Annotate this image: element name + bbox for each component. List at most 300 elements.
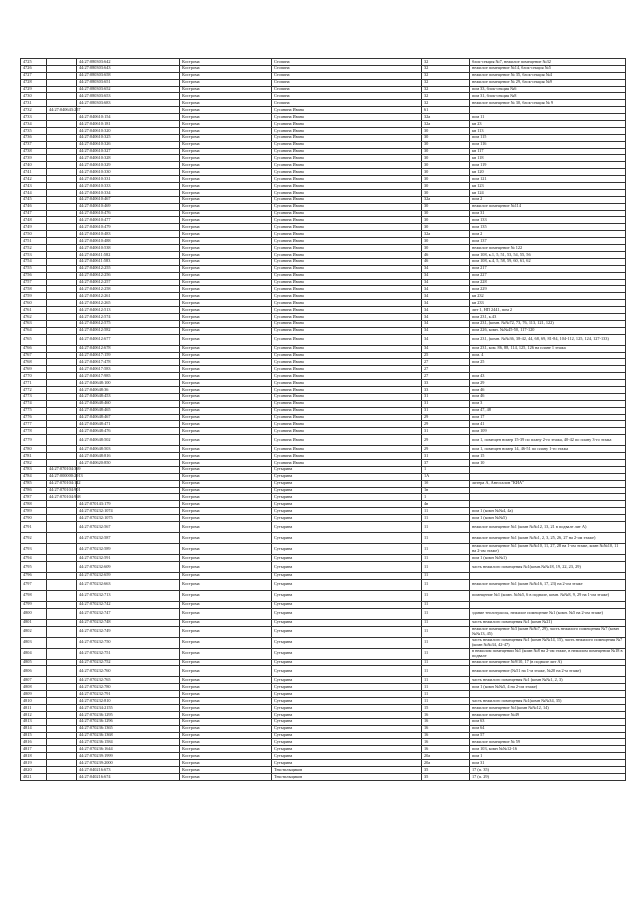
- street-cell: Сусанина Ивана: [272, 352, 422, 359]
- city-cell: Кострома: [180, 366, 272, 373]
- cadastral-building-number-cell: [47, 626, 77, 637]
- row-number-cell: 4783: [21, 466, 47, 473]
- city-cell: Кострома: [180, 494, 272, 501]
- city-cell: Кострома: [180, 561, 272, 572]
- row-number-cell: 4789: [21, 508, 47, 515]
- table-row: [21, 473, 626, 480]
- table-row: [21, 684, 626, 691]
- cadastral-building-number-cell: 44:27:070104:369: [47, 466, 77, 473]
- city-cell: Кострома: [180, 773, 272, 780]
- cadastral-building-number-cell: [47, 739, 77, 746]
- cadastral-building-number-cell: [47, 279, 77, 286]
- cadastral-building-number-cell: [47, 86, 77, 93]
- street-cell: Сусанина Ивана: [272, 334, 422, 345]
- registry-sheet: [20, 58, 625, 781]
- street-cell: Сутырина: [272, 555, 422, 562]
- table-row: [21, 386, 626, 393]
- row-number-cell: 4813: [21, 718, 47, 725]
- street-cell: Сусанина Ивана: [272, 217, 422, 224]
- premises-description-cell: пом 2: [470, 231, 626, 238]
- premises-description-cell: пом 63: [470, 718, 626, 725]
- cadastral-building-number-cell: [47, 169, 77, 176]
- table-row: [21, 65, 626, 72]
- street-cell: Сусанина Ивана: [272, 286, 422, 293]
- premises-description-cell: пом 64: [470, 725, 626, 732]
- cadastral-building-number-cell: [47, 345, 77, 352]
- house-number-cell: 32: [422, 59, 470, 66]
- city-cell: Кострома: [180, 210, 272, 217]
- city-cell: Кострома: [180, 320, 272, 327]
- city-cell: Кострома: [180, 86, 272, 93]
- table-row: [21, 773, 626, 780]
- premises-description-cell: пом 231, (комн. №№72, 73, 76, 113, 121, 122): [470, 320, 626, 327]
- cadastral-building-number-cell: [47, 380, 77, 387]
- cadastral-premises-number-cell: 44:27:040216:673: [77, 767, 180, 774]
- street-cell: Сутырина: [272, 626, 422, 637]
- row-number-cell: 4779: [21, 435, 47, 446]
- row-number-cell: 4747: [21, 210, 47, 217]
- row-number-cell: 4737: [21, 141, 47, 148]
- street-cell: Сутырина: [272, 494, 422, 501]
- city-cell: Кострома: [180, 601, 272, 608]
- row-number-cell: 4772: [21, 386, 47, 393]
- cadastral-premises-number-cell: 44:27:070232:752: [77, 659, 180, 666]
- cadastral-premises-number-cell: 44:27:040610:328: [77, 155, 180, 162]
- cadastral-building-number-cell: [47, 684, 77, 691]
- row-number-cell: 4782: [21, 459, 47, 466]
- street-cell: Сусанина Ивана: [272, 453, 422, 460]
- house-number-cell: 30: [422, 217, 470, 224]
- cadastral-building-number-cell: [47, 320, 77, 327]
- premises-description-cell: нежилое помещение №3 (комн №№7, 29), часть нежилого помещения №7 (комн №№13, 45): [470, 626, 626, 637]
- table-row: [21, 522, 626, 533]
- row-number-cell: 4744: [21, 189, 47, 196]
- street-cell: Стопина: [272, 72, 422, 79]
- row-number-cell: 4777: [21, 421, 47, 428]
- cadastral-building-number-cell: [47, 400, 77, 407]
- row-number-cell: 4739: [21, 155, 47, 162]
- house-number-cell: 32а: [422, 121, 470, 128]
- cadastral-premises-number-cell: 44:27:040648:476: [77, 428, 180, 435]
- table-row: [21, 393, 626, 400]
- row-number-cell: 4800: [21, 608, 47, 619]
- premises-description-cell: литера А, Автосалон "КИА": [470, 480, 626, 487]
- table-row: [21, 579, 626, 590]
- street-cell: Сусанина Ивана: [272, 251, 422, 258]
- house-number-cell: 35: [422, 767, 470, 774]
- street-cell: Сутырина: [272, 739, 422, 746]
- table-row: [21, 127, 626, 134]
- cadastral-building-number-cell: [47, 746, 77, 753]
- premises-description-cell: нежилое помещение № 29, блок-секция №9: [470, 79, 626, 86]
- row-number-cell: 4733: [21, 114, 47, 121]
- premises-description-cell: [470, 572, 626, 579]
- premises-description-cell: нежилое помещение (№51 на 1-м этаже, №20 на 2-м этаже): [470, 666, 626, 677]
- street-cell: Сусанина Ивана: [272, 245, 422, 252]
- premises-description-cell: кв 124: [470, 189, 626, 196]
- city-cell: Кострома: [180, 480, 272, 487]
- table-row: [21, 300, 626, 307]
- cadastral-building-number-cell: [47, 258, 77, 265]
- row-number-cell: 4797: [21, 579, 47, 590]
- city-cell: Кострома: [180, 767, 272, 774]
- city-cell: Кострома: [180, 286, 272, 293]
- row-number-cell: 4818: [21, 753, 47, 760]
- cadastral-premises-number-cell: 44:27:040610:327: [77, 148, 180, 155]
- row-number-cell: 4810: [21, 698, 47, 705]
- house-number-cell: 27: [422, 366, 470, 373]
- table-row: [21, 155, 626, 162]
- row-number-cell: 4776: [21, 414, 47, 421]
- premises-description-cell: часть нежилого помещения №1 (комн №№14, 15), часть нежилого помещения №7 (комн №№34, 42-47): [470, 637, 626, 648]
- house-number-cell: 11: [422, 533, 470, 544]
- premises-description-cell: пом 217: [470, 265, 626, 272]
- city-cell: Кострома: [180, 579, 272, 590]
- street-cell: Стопина: [272, 59, 422, 66]
- row-number-cell: 4804: [21, 648, 47, 659]
- cadastral-building-number-cell: [47, 666, 77, 677]
- cadastral-premises-number-cell: 44:27:040648:453: [77, 393, 180, 400]
- city-cell: Кострома: [180, 359, 272, 366]
- row-number-cell: 4786: [21, 487, 47, 494]
- city-cell: Кострома: [180, 753, 272, 760]
- table-row: [21, 480, 626, 487]
- premises-description-cell: пом 10: [470, 459, 626, 466]
- table-row: [21, 245, 626, 252]
- cadastral-premises-number-cell: 44:27:040612:582: [77, 327, 180, 334]
- table-row: [21, 114, 626, 121]
- cadastral-premises-number-cell: 44:27:070232:1075: [77, 515, 180, 522]
- house-number-cell: 32: [422, 93, 470, 100]
- row-number-cell: 4794: [21, 555, 47, 562]
- house-number-cell: 34: [422, 286, 470, 293]
- house-number-cell: 34: [422, 313, 470, 320]
- city-cell: Кострома: [180, 590, 272, 601]
- cadastral-building-number-cell: [47, 590, 77, 601]
- city-cell: Кострома: [180, 572, 272, 579]
- house-number-cell: 29: [422, 421, 470, 428]
- row-number-cell: 4746: [21, 203, 47, 210]
- premises-description-cell: нежилое помещение № 122: [470, 245, 626, 252]
- cadastral-premises-number-cell: 44:27:040648:100: [77, 380, 180, 387]
- street-cell: Сусанина Ивана: [272, 400, 422, 407]
- cadastral-premises-number-cell: 44:27:040610:467: [77, 196, 180, 203]
- premises-description-cell: пом 137: [470, 238, 626, 245]
- street-cell: Сутырина: [272, 508, 422, 515]
- cadastral-premises-number-cell: 44:27:040648:467: [77, 414, 180, 421]
- cadastral-premises-number-cell: 44:27:040216:674: [77, 773, 180, 780]
- house-number-cell: 31: [422, 428, 470, 435]
- cadastral-building-number-cell: [47, 231, 77, 238]
- row-number-cell: 4806: [21, 666, 47, 677]
- premises-description-cell: кв 120: [470, 169, 626, 176]
- street-cell: Сутырина: [272, 659, 422, 666]
- house-number-cell: 34: [422, 334, 470, 345]
- city-cell: Кострома: [180, 307, 272, 314]
- table-row: [21, 107, 626, 114]
- cadastral-premises-number-cell: 44:27:040648:816: [77, 453, 180, 460]
- street-cell: Сутырина: [272, 544, 422, 555]
- street-cell: Сутырина: [272, 677, 422, 684]
- table-row: [21, 732, 626, 739]
- street-cell: Стопина: [272, 65, 422, 72]
- house-number-cell: 11: [422, 515, 470, 522]
- cadastral-premises-number-cell: 44:27:070232:609: [77, 561, 180, 572]
- city-cell: Кострома: [180, 148, 272, 155]
- row-number-cell: 4732: [21, 107, 47, 114]
- cadastral-premises-number-cell: 44:27:040612:261: [77, 293, 180, 300]
- row-number-cell: 4738: [21, 148, 47, 155]
- cadastral-building-number-cell: [47, 134, 77, 141]
- city-cell: Кострома: [180, 65, 272, 72]
- cadastral-building-number-cell: [47, 210, 77, 217]
- house-number-cell: 31: [422, 407, 470, 414]
- street-cell: Сусанина Ивана: [272, 459, 422, 466]
- city-cell: Кострома: [180, 100, 272, 107]
- premises-description-cell: пом 227: [470, 272, 626, 279]
- cadastral-building-number-cell: [47, 601, 77, 608]
- city-cell: Кострома: [180, 393, 272, 400]
- cadastral-building-number-cell: [47, 327, 77, 334]
- row-number-cell: 4809: [21, 691, 47, 698]
- premises-description-cell: пом 1 (комн №№4, 4а): [470, 508, 626, 515]
- house-number-cell: 30: [422, 183, 470, 190]
- city-cell: Кострома: [180, 231, 272, 238]
- premises-description-cell: пом 1 (комн №№5): [470, 515, 626, 522]
- table-row: [21, 265, 626, 272]
- house-number-cell: 34: [422, 293, 470, 300]
- premises-description-cell: пом 1: [470, 753, 626, 760]
- cadastral-building-number-cell: [47, 286, 77, 293]
- cadastral-building-number-cell: 44:27:070104:968: [47, 494, 77, 501]
- cadastral-premises-number-cell: 44:27:070232:760: [77, 666, 180, 677]
- house-number-cell: 34: [422, 320, 470, 327]
- premises-description-cell: часть нежилого помещения №1(комн №№34, 35): [470, 698, 626, 705]
- table-row: [21, 86, 626, 93]
- cadastral-building-number-cell: [47, 561, 77, 572]
- cadastral-premises-number-cell: 44:27:040612:677: [77, 334, 180, 345]
- table-row: [21, 428, 626, 435]
- row-number-cell: 4780: [21, 446, 47, 453]
- premises-description-cell: [470, 601, 626, 608]
- house-number-cell: 1А: [422, 473, 470, 480]
- cadastral-building-number-cell: [47, 691, 77, 698]
- city-cell: Кострома: [180, 705, 272, 712]
- table-row: [21, 313, 626, 320]
- table-row: [21, 141, 626, 148]
- street-cell: Сутырина: [272, 753, 422, 760]
- city-cell: Кострома: [180, 345, 272, 352]
- cadastral-premises-number-cell: [77, 473, 180, 480]
- city-cell: Кострома: [180, 176, 272, 183]
- cadastral-building-number-cell: [47, 59, 77, 66]
- cadastral-premises-number-cell: [77, 466, 180, 473]
- house-number-cell: 32: [422, 100, 470, 107]
- cadastral-premises-number-cell: 44:27:040610:331: [77, 176, 180, 183]
- cadastral-building-number-cell: [47, 196, 77, 203]
- street-cell: Сутырина: [272, 698, 422, 705]
- street-cell: Сусанина Ивана: [272, 327, 422, 334]
- cadastral-premises-number-cell: 44:27:070232:747: [77, 608, 180, 619]
- premises-description-cell: пом 46: [470, 393, 626, 400]
- row-number-cell: 4774: [21, 400, 47, 407]
- table-row: [21, 373, 626, 380]
- city-cell: Кострома: [180, 648, 272, 659]
- premises-description-cell: часть нежилого помещения №1(комн.№№18, 19, 22, 23, 29): [470, 561, 626, 572]
- premises-description-cell: пом 231, ком. 86, 88, 114, 125, 126 на плане 1 этажа: [470, 345, 626, 352]
- premises-description-cell: пом 1, помещен номер 14, 46-51 по плану 1-го этажа: [470, 446, 626, 453]
- table-row: [21, 466, 626, 473]
- street-cell: Сусанина Ивана: [272, 203, 422, 210]
- city-cell: Кострома: [180, 466, 272, 473]
- premises-description-cell: пом 135: [470, 224, 626, 231]
- city-cell: Кострома: [180, 626, 272, 637]
- cadastral-premises-number-cell: 44:27:040612:574: [77, 313, 180, 320]
- cadastral-building-number-cell: [47, 183, 77, 190]
- row-number-cell: 4745: [21, 196, 47, 203]
- house-number-cell: 30: [422, 224, 470, 231]
- house-number-cell: 32: [422, 65, 470, 72]
- house-number-cell: 34: [422, 272, 470, 279]
- street-cell: Текстильщиков: [272, 767, 422, 774]
- table-row: [21, 210, 626, 217]
- table-row: [21, 487, 626, 494]
- house-number-cell: 1в: [422, 487, 470, 494]
- cadastral-building-number-cell: [47, 189, 77, 196]
- house-number-cell: 34: [422, 327, 470, 334]
- cadastral-building-number-cell: [47, 203, 77, 210]
- cadastral-building-number-cell: 44:27:040643:257: [47, 107, 77, 114]
- table-row: [21, 718, 626, 725]
- house-number-cell: 16: [422, 746, 470, 753]
- cadastral-building-number-cell: [47, 453, 77, 460]
- house-number-cell: 11: [422, 684, 470, 691]
- premises-description-cell: пом 31: [470, 210, 626, 217]
- row-number-cell: 4766: [21, 345, 47, 352]
- cadastral-building-number-cell: [47, 251, 77, 258]
- table-row: [21, 608, 626, 619]
- premises-description-cell: пом 109: [470, 428, 626, 435]
- table-row: [21, 400, 626, 407]
- cadastral-building-number-cell: [47, 272, 77, 279]
- row-number-cell: 4791: [21, 522, 47, 533]
- row-number-cell: 4749: [21, 224, 47, 231]
- premises-description-cell: пом 33, блок-секция №6: [470, 86, 626, 93]
- city-cell: Кострома: [180, 508, 272, 515]
- city-cell: Кострома: [180, 698, 272, 705]
- premises-description-cell: пом 2: [470, 196, 626, 203]
- premises-description-cell: нежилое помещение №9/10, 17 (в подвале лит А): [470, 659, 626, 666]
- house-number-cell: 46: [422, 258, 470, 265]
- house-number-cell: 11: [422, 659, 470, 666]
- cadastral-building-number-cell: [47, 79, 77, 86]
- cadastral-premises-number-cell: 44:27:040611:583: [77, 258, 180, 265]
- premises-description-cell: пом 121: [470, 176, 626, 183]
- cadastral-building-number-cell: [47, 148, 77, 155]
- row-number-cell: 4759: [21, 293, 47, 300]
- street-cell: Сусанина Ивана: [272, 407, 422, 414]
- premises-description-cell: пом 3: [470, 400, 626, 407]
- table-row: [21, 746, 626, 753]
- cadastral-premises-number-cell: 44:27:070232:587: [77, 533, 180, 544]
- street-cell: Сусанина Ивана: [272, 107, 422, 114]
- cadastral-premises-number-cell: 44:27:070236:1584: [77, 739, 180, 746]
- premises-description-cell: 17 (п. 29): [470, 773, 626, 780]
- premises-description-cell: пом 231, (комн. №№36, 38-42, 44, 68, 69, 81-84, 104-112, 125, 124, 127-133): [470, 334, 626, 345]
- row-number-cell: 4767: [21, 352, 47, 359]
- street-cell: Сусанина Ивана: [272, 320, 422, 327]
- cadastral-premises-number-cell: 44:27:080303:652: [77, 86, 180, 93]
- row-number-cell: 4798: [21, 590, 47, 601]
- cadastral-premises-number-cell: 44:27:040612:265: [77, 300, 180, 307]
- cadastral-premises-number-cell: 44:27:070232:791: [77, 691, 180, 698]
- street-cell: Сусанина Ивана: [272, 421, 422, 428]
- street-cell: Сусанина Ивана: [272, 272, 422, 279]
- table-row: [21, 176, 626, 183]
- city-cell: Кострома: [180, 400, 272, 407]
- table-row: [21, 590, 626, 601]
- table-row: [21, 79, 626, 86]
- table-row: [21, 380, 626, 387]
- house-number-cell: 30: [422, 176, 470, 183]
- table-row: [21, 767, 626, 774]
- cadastral-premises-number-cell: 44:27:040648:502: [77, 435, 180, 446]
- house-number-cell: 29: [422, 435, 470, 446]
- house-number-cell: 32: [422, 72, 470, 79]
- street-cell: Сутырина: [272, 561, 422, 572]
- cadastral-building-number-cell: [47, 501, 77, 508]
- cadastral-building-number-cell: [47, 238, 77, 245]
- cadastral-premises-number-cell: 44:27:070239:1999: [77, 753, 180, 760]
- street-cell: Стопина: [272, 93, 422, 100]
- premises-description-cell: пом 103, комн №№12-16: [470, 746, 626, 753]
- cadastral-building-number-cell: [47, 555, 77, 562]
- premises-description-cell: кв 117: [470, 148, 626, 155]
- premises-description-cell: нежилое помещение №49: [470, 711, 626, 718]
- table-row: [21, 494, 626, 501]
- street-cell: Стопина: [272, 86, 422, 93]
- row-number-cell: 4729: [21, 86, 47, 93]
- cadastral-premises-number-cell: 44:27:070232:591: [77, 555, 180, 562]
- row-number-cell: 4792: [21, 533, 47, 544]
- premises-description-cell: пом 43: [470, 373, 626, 380]
- city-cell: Кострома: [180, 169, 272, 176]
- city-cell: Кострома: [180, 659, 272, 666]
- row-number-cell: 4726: [21, 65, 47, 72]
- street-cell: Сутырина: [272, 666, 422, 677]
- table-row: [21, 501, 626, 508]
- cadastral-premises-number-cell: 44:27:070236:1296: [77, 718, 180, 725]
- house-number-cell: 11: [422, 508, 470, 515]
- cadastral-building-number-cell: [47, 515, 77, 522]
- house-number-cell: 32: [422, 79, 470, 86]
- house-number-cell: 20а: [422, 760, 470, 767]
- city-cell: Кострома: [180, 72, 272, 79]
- street-cell: Сутырина: [272, 619, 422, 626]
- city-cell: Кострома: [180, 732, 272, 739]
- house-number-cell: 11: [422, 637, 470, 648]
- cadastral-premises-number-cell: 44:27:040612:258: [77, 286, 180, 293]
- table-row: [21, 231, 626, 238]
- house-number-cell: 30: [422, 162, 470, 169]
- house-number-cell: 30: [422, 127, 470, 134]
- premises-description-cell: пом 119: [470, 162, 626, 169]
- premises-description-cell: 17 (п. 35): [470, 767, 626, 774]
- cadastral-premises-number-cell: 44:27:080303:642: [77, 59, 180, 66]
- table-row: [21, 169, 626, 176]
- cadastral-premises-number-cell: 44:27:040610:488: [77, 238, 180, 245]
- street-cell: Сусанина Ивана: [272, 380, 422, 387]
